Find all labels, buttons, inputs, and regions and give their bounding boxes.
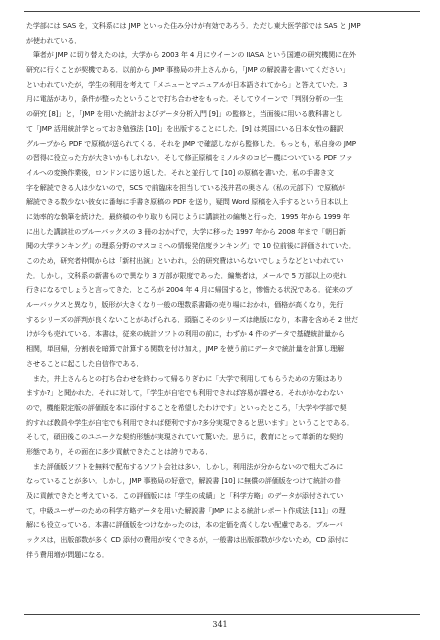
text-line: 相関，単回帰，分割表を暗算で計算する関数を付け加え，JMP を使う前にデータで統計量を計算し理解 xyxy=(26,344,344,354)
text-line: て，中級ユーザーのための科学方略データを用いた解説書「JMP による統計レポート作成法 [11]」の理 xyxy=(26,505,346,515)
text-line: が使われている． xyxy=(26,35,82,45)
text-line: といわれていたが，学生の利用を考えて「メニューとマニュアルが日本語されてから」と答えていた．3 xyxy=(26,79,348,89)
text-line: 解にも役立っている．本書に評価版をつけなかったのは，本の定価を高くしない配慮である．ブルーバ xyxy=(26,520,343,530)
text-line: 聞の大学ランキング」の理系分野のマスコミへの情報発信度ランキング」で 10 位前後に評価されていた． xyxy=(26,241,356,251)
text-line: そして，碩田後このユニークな契約形態が実現されていて驚いた．思うに，教育にとって革新的な契約 xyxy=(26,432,343,442)
text-line: に効率的な執筆を続けた．最終稿のやり取りも同じように講談社の編集と行った．1995 年から 1999 年 xyxy=(26,211,350,221)
text-line: イルへの変換作業後，ロンドンに送り返した．それと並行して [10] の原稿を書いた．私の手書き文 xyxy=(26,167,334,177)
text-line: 筆者が JMP に切り替えたのは，大学から 2003 年 4 月にウイーンの IIASA という国連の研究機関に在外 xyxy=(26,50,356,60)
text-line: に出した講談社のブルーバックスの 3 冊のおかげで，大学に移った 1997 年から 2008 年まで「朝日新 xyxy=(26,226,346,236)
text-line: 行きになるでしょうと言ってきた．ところが 2004 年 4 月に帰国すると，惨憺たる状況である．従来のブ xyxy=(26,285,353,295)
text-line: させることに起こした自信作である． xyxy=(26,358,144,368)
text-line: 月に電話があり，条件が整ったということで打ち合わせをもった．そしてウイーンで「判別分析の一生 xyxy=(26,94,343,104)
text-line: ますか?」と聞かれた．それに対して，「学生が自宅でも利用できれば容易が課せる．それがかなわない xyxy=(26,388,344,398)
text-line: 研究に行くことが契機である．以前から JMP 事務局の井上さんから，「JMP の解説書を書いてください」 xyxy=(26,65,350,75)
text-line: て「JMP 活用統計学とっておき勉強法 [10]」を出版することにした．[9] は英国にいる日本女性の翻訳 xyxy=(26,123,344,133)
text-line: けが今も売れている．本書は，従来の統計ソフトの利用の前に，わずか 4 件のデータで基礎統計量から xyxy=(26,329,345,339)
page-number: 341 xyxy=(212,620,228,629)
text-line: ックスは，出版部数が多く CD 添付の費用が安くできるが，一般書は出版部数が少ないため，CD 添付に xyxy=(26,535,349,545)
text-line: ルーバックスと異なり，版形が大きくなり一般の理数系書籍の売り場におかれ，価格が高くなり，先行 xyxy=(26,300,344,310)
text-line: た学部には SAS を，文科系には JMP といった住み分けが有効であろう．ただし東大医学部では SAS と JMP xyxy=(26,21,361,30)
text-line: また，井上さんらとの打ち合わせを終わって帰るりぎわに「大学で利用してもらうための方策はあり xyxy=(26,373,344,383)
footer-rule xyxy=(24,614,420,615)
text-line: 伴う費用増が問題になる． xyxy=(26,549,109,559)
text-line: ので，機能限定版の評価版を本に添付することを希望したわけです」といったところ，「大学や学部で契 xyxy=(26,402,347,412)
text-line: の習得に役立った方が大きいかもしれない．そして修正原稿をミノルタのコピー機についている PDF ファ xyxy=(26,153,353,163)
text-line: 約すれば教員や学生が自宅でも利用できれば便利ですか?多分実現できると思います」ということである． xyxy=(26,417,354,427)
text-line: また評価版ソフトを無料で配布するソフト会社は多い．しかし，利用法が分からないので粗大ごみに xyxy=(26,461,344,471)
text-line: 解読できる数少ない彼女に番毎に手書き原稿の PDF を送り，疑問 Word 原稿を入手するという日本以上 xyxy=(26,197,348,207)
text-line: 字を解読できる人は少ないので，SCS で前臨床を担当している浅井君の奥さん（私の元部下）で原稿が xyxy=(26,182,345,192)
text-line: グループから PDF で原稿が送られてくる．それを JMP で確認しながら監修した．もっとも，私自身の JMP xyxy=(26,138,356,148)
text-line: 及に貢献できたと考えている．この評価版には「学生の成績」と「科学方略」のデータが添付されてい xyxy=(26,491,344,500)
text-line: このため，研究者仲間からは「新村出演」といわれ，公的研究費はいらないでしょうなどといわれてい xyxy=(26,256,344,265)
text-line: 形態であり，その面在に多少貢献できたことは誇りである． xyxy=(26,446,213,456)
header-rule xyxy=(24,11,420,12)
body-text xyxy=(26,19,418,562)
text-line: た．しかし，文科系の新書もので異なり 3 万部が限度であった．編集者は，メールで 5 万部以上の売れ xyxy=(26,270,347,280)
text-line: するシリーズの評判が良くないことがあげられる．頭脳こそのシリーズは絶版になり，本書を含めそ 2 世だ xyxy=(26,314,358,324)
text-line: なっていることが多い．しかし，JMP 事務局の好意で，解説書 [10] に無償の評価版をつけて統計の普 xyxy=(26,476,341,486)
text-line: の研究 [8]」と，「JMP を用いた統計およびデータ分析入門 [9]」の監修と，当面後に用いる教科書とし xyxy=(26,109,343,119)
